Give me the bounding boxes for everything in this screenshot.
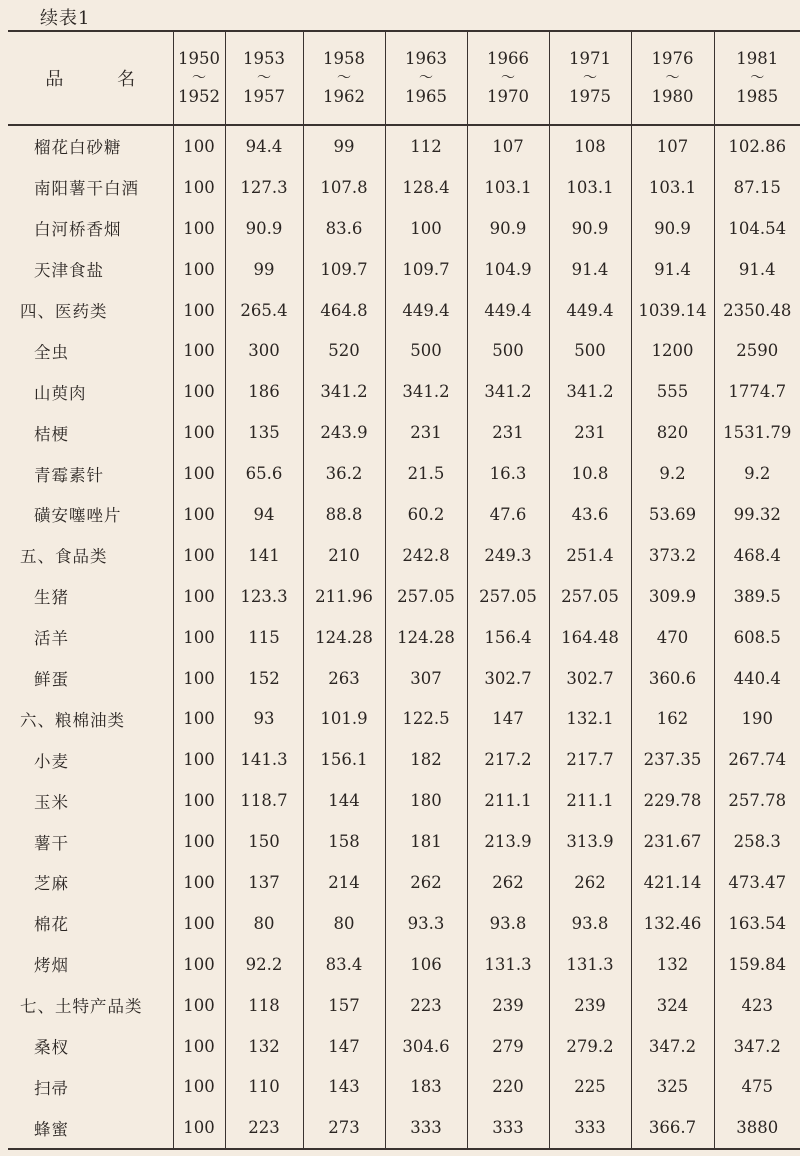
table-row bbox=[8, 944, 800, 985]
index-value: 141.3 bbox=[225, 739, 303, 780]
index-value: 122.5 bbox=[385, 698, 467, 739]
index-value: 421.14 bbox=[631, 862, 714, 903]
index-value: 360.6 bbox=[631, 658, 714, 699]
index-value: 449.4 bbox=[467, 290, 549, 331]
table-row bbox=[8, 862, 800, 903]
index-value: 449.4 bbox=[549, 290, 631, 331]
index-value: 103.1 bbox=[631, 167, 714, 208]
index-value: 132 bbox=[631, 944, 714, 985]
period-start: 1976 bbox=[651, 49, 694, 68]
index-value: 239 bbox=[549, 985, 631, 1026]
index-value: 464.8 bbox=[303, 290, 385, 331]
index-value: 211.96 bbox=[303, 576, 385, 617]
index-value: 144 bbox=[303, 780, 385, 821]
period-start: 1966 bbox=[487, 49, 529, 68]
period-sep: ～ bbox=[192, 70, 206, 86]
index-value: 279 bbox=[467, 1026, 549, 1067]
index-value: 237.35 bbox=[631, 739, 714, 780]
index-value: 273 bbox=[303, 1107, 385, 1149]
period-start: 1958 bbox=[323, 49, 365, 68]
index-value: 112 bbox=[385, 125, 467, 167]
index-value: 100 bbox=[173, 780, 225, 821]
index-value: 263 bbox=[303, 658, 385, 699]
index-value: 107.8 bbox=[303, 167, 385, 208]
item-name: 桑杈 bbox=[8, 1026, 173, 1067]
index-value: 104.54 bbox=[728, 218, 787, 238]
table-row bbox=[8, 167, 800, 208]
index-value: 182 bbox=[385, 739, 467, 780]
period-end: 1980 bbox=[651, 87, 694, 106]
index-value: 104.9 bbox=[467, 249, 549, 290]
index-value: 99.32 bbox=[733, 504, 781, 524]
index-value: 147 bbox=[467, 698, 549, 739]
index-value: 94.4 bbox=[225, 125, 303, 167]
index-value: 93.8 bbox=[467, 903, 549, 944]
index-value: 1039.14 bbox=[631, 290, 714, 331]
name-header-label: 品 名 bbox=[45, 69, 160, 90]
index-value: 251.4 bbox=[549, 535, 631, 576]
item-name: 鲜蛋 bbox=[8, 658, 173, 699]
index-value: 107 bbox=[467, 125, 549, 167]
index-value: 333 bbox=[385, 1107, 467, 1149]
index-value: 83.4 bbox=[303, 944, 385, 985]
index-value: 100 bbox=[173, 330, 225, 371]
index-value: 90.9 bbox=[467, 208, 549, 249]
index-value: 156.4 bbox=[467, 617, 549, 658]
index-value: 137 bbox=[225, 862, 303, 903]
index-value: 80 bbox=[225, 903, 303, 944]
index-value: 223 bbox=[385, 985, 467, 1026]
table-caption: 续表1 bbox=[40, 8, 91, 29]
index-value: 181 bbox=[385, 821, 467, 862]
table-row bbox=[8, 494, 800, 535]
item-name: 棉花 bbox=[8, 903, 173, 944]
index-value: 242.8 bbox=[385, 535, 467, 576]
period-sep: ～ bbox=[337, 70, 351, 86]
index-value: 60.2 bbox=[385, 494, 467, 535]
index-value: 100 bbox=[173, 453, 225, 494]
index-value: 9.2 bbox=[631, 453, 714, 494]
index-value: 440.4 bbox=[733, 668, 781, 688]
index-value: 213.9 bbox=[467, 821, 549, 862]
index-value: 99 bbox=[225, 249, 303, 290]
index-value: 100 bbox=[173, 412, 225, 453]
index-value: 820 bbox=[631, 412, 714, 453]
index-value: 159.84 bbox=[728, 954, 787, 974]
item-name: 烤烟 bbox=[8, 944, 173, 985]
index-value: 106 bbox=[385, 944, 467, 985]
item-name: 天津食盐 bbox=[8, 249, 173, 290]
index-value: 124.28 bbox=[385, 617, 467, 658]
index-value: 100 bbox=[173, 576, 225, 617]
index-value: 100 bbox=[173, 1026, 225, 1067]
index-value: 223 bbox=[225, 1107, 303, 1149]
category-row bbox=[8, 535, 800, 576]
index-value: 21.5 bbox=[385, 453, 467, 494]
index-value: 43.6 bbox=[549, 494, 631, 535]
index-value: 333 bbox=[467, 1107, 549, 1149]
index-value: 231.67 bbox=[631, 821, 714, 862]
index-value: 249.3 bbox=[467, 535, 549, 576]
index-value: 3880 bbox=[714, 1107, 800, 1149]
index-value: 132 bbox=[225, 1026, 303, 1067]
index-value: 220 bbox=[467, 1066, 549, 1107]
period-end: 1975 bbox=[569, 87, 611, 106]
index-value: 91.4 bbox=[549, 249, 631, 290]
index-value: 124.28 bbox=[303, 617, 385, 658]
index-value: 333 bbox=[549, 1107, 631, 1149]
index-value: 90.9 bbox=[549, 208, 631, 249]
table-row bbox=[8, 330, 800, 371]
item-name: 青霉素针 bbox=[8, 453, 173, 494]
index-value: 132.1 bbox=[549, 698, 631, 739]
index-value: 118.7 bbox=[225, 780, 303, 821]
index-value: 100 bbox=[173, 617, 225, 658]
item-name: 七、土特产品类 bbox=[8, 985, 173, 1026]
index-value: 103.1 bbox=[549, 167, 631, 208]
index-value: 500 bbox=[385, 330, 467, 371]
table-row bbox=[8, 658, 800, 699]
index-value: 302.7 bbox=[467, 658, 549, 699]
item-name: 四、医药类 bbox=[8, 290, 173, 331]
index-value: 520 bbox=[303, 330, 385, 371]
index-value: 1531.79 bbox=[723, 423, 792, 443]
index-value: 123.3 bbox=[225, 576, 303, 617]
index-value: 100 bbox=[173, 658, 225, 699]
index-value: 500 bbox=[467, 330, 549, 371]
column-header-name bbox=[8, 31, 173, 125]
index-value: 135 bbox=[225, 412, 303, 453]
index-value: 225 bbox=[549, 1066, 631, 1107]
table-row bbox=[8, 412, 800, 453]
item-name: 桔梗 bbox=[8, 412, 173, 453]
index-value: 100 bbox=[173, 985, 225, 1026]
period-end: 1965 bbox=[405, 87, 447, 106]
index-value: 608.5 bbox=[733, 627, 781, 647]
index-value: 1774.7 bbox=[728, 382, 787, 402]
index-value: 239 bbox=[467, 985, 549, 1026]
index-value: 231 bbox=[385, 412, 467, 453]
column-header-period bbox=[225, 31, 303, 125]
period-end: 1970 bbox=[487, 87, 529, 106]
index-value: 100 bbox=[173, 371, 225, 412]
index-value: 475 bbox=[741, 1077, 773, 1097]
index-value: 128.4 bbox=[385, 167, 467, 208]
column-header-period bbox=[631, 31, 714, 125]
index-value: 231 bbox=[467, 412, 549, 453]
index-value: 100 bbox=[173, 1107, 225, 1149]
index-value: 217.7 bbox=[549, 739, 631, 780]
period-sep: ～ bbox=[750, 70, 765, 86]
index-value: 473.47 bbox=[728, 872, 787, 892]
index-value: 109.7 bbox=[385, 249, 467, 290]
index-value: 92.2 bbox=[225, 944, 303, 985]
index-value: 500 bbox=[549, 330, 631, 371]
index-value: 186 bbox=[225, 371, 303, 412]
index-value: 100 bbox=[173, 535, 225, 576]
table-row bbox=[8, 739, 800, 780]
index-value: 16.3 bbox=[467, 453, 549, 494]
period-end: 1957 bbox=[243, 87, 285, 106]
period-sep: ～ bbox=[665, 70, 680, 86]
column-header-period bbox=[303, 31, 385, 125]
index-value: 93.3 bbox=[385, 903, 467, 944]
period-start: 1963 bbox=[405, 49, 447, 68]
index-value: 2590 bbox=[736, 341, 779, 361]
index-value: 341.2 bbox=[549, 371, 631, 412]
index-value: 110 bbox=[225, 1066, 303, 1107]
item-name: 磺安噻唑片 bbox=[8, 494, 173, 535]
index-value: 347.2 bbox=[733, 1036, 781, 1056]
index-value: 313.9 bbox=[549, 821, 631, 862]
item-name: 南阳薯干白酒 bbox=[8, 167, 173, 208]
index-value: 180 bbox=[385, 780, 467, 821]
index-value: 211.1 bbox=[467, 780, 549, 821]
index-value: 100 bbox=[173, 698, 225, 739]
category-row bbox=[8, 698, 800, 739]
index-value: 100 bbox=[173, 903, 225, 944]
index-value: 156.1 bbox=[303, 739, 385, 780]
index-value: 143 bbox=[303, 1066, 385, 1107]
index-value: 118 bbox=[225, 985, 303, 1026]
index-value: 108 bbox=[549, 125, 631, 167]
index-value: 152 bbox=[225, 658, 303, 699]
item-name: 扫帚 bbox=[8, 1066, 173, 1107]
index-value: 389.5 bbox=[733, 586, 781, 606]
index-value: 214 bbox=[303, 862, 385, 903]
index-value: 341.2 bbox=[385, 371, 467, 412]
index-value: 100 bbox=[173, 821, 225, 862]
table-row bbox=[8, 1066, 800, 1107]
index-value: 88.8 bbox=[303, 494, 385, 535]
index-value: 470 bbox=[631, 617, 714, 658]
index-value: 2350.48 bbox=[723, 300, 792, 320]
table-row bbox=[8, 249, 800, 290]
index-value: 1200 bbox=[631, 330, 714, 371]
index-value: 341.2 bbox=[303, 371, 385, 412]
item-name: 芝麻 bbox=[8, 862, 173, 903]
index-value: 100 bbox=[173, 290, 225, 331]
index-value: 243.9 bbox=[303, 412, 385, 453]
item-name: 玉米 bbox=[8, 780, 173, 821]
index-value: 100 bbox=[173, 167, 225, 208]
index-value: 100 bbox=[173, 494, 225, 535]
item-name: 全虫 bbox=[8, 330, 173, 371]
index-value: 91.4 bbox=[631, 249, 714, 290]
table-row bbox=[8, 208, 800, 249]
column-header-period bbox=[549, 31, 631, 125]
index-value: 150 bbox=[225, 821, 303, 862]
item-name: 六、粮棉油类 bbox=[8, 698, 173, 739]
index-value: 555 bbox=[631, 371, 714, 412]
item-name: 白河桥香烟 bbox=[8, 208, 173, 249]
period-sep: ～ bbox=[583, 70, 597, 86]
item-name: 山萸肉 bbox=[8, 371, 173, 412]
table-row bbox=[8, 617, 800, 658]
index-value: 100 bbox=[173, 739, 225, 780]
table-row bbox=[8, 453, 800, 494]
period-end: 1952 bbox=[178, 87, 220, 106]
table-row bbox=[8, 1107, 800, 1149]
index-value: 47.6 bbox=[467, 494, 549, 535]
index-value: 163.54 bbox=[728, 913, 787, 933]
table-row bbox=[8, 371, 800, 412]
index-value: 265.4 bbox=[225, 290, 303, 331]
index-value: 100 bbox=[173, 944, 225, 985]
item-name: 薯干 bbox=[8, 821, 173, 862]
index-value: 90.9 bbox=[225, 208, 303, 249]
index-value: 229.78 bbox=[631, 780, 714, 821]
table-row bbox=[8, 821, 800, 862]
index-value: 107 bbox=[631, 125, 714, 167]
index-value: 366.7 bbox=[631, 1107, 714, 1149]
index-value: 131.3 bbox=[467, 944, 549, 985]
index-value: 164.48 bbox=[549, 617, 631, 658]
index-value: 162 bbox=[631, 698, 714, 739]
index-value: 93.8 bbox=[549, 903, 631, 944]
index-value: 36.2 bbox=[303, 453, 385, 494]
index-value: 257.78 bbox=[728, 791, 787, 811]
index-value: 257.05 bbox=[549, 576, 631, 617]
index-value: 102.86 bbox=[728, 136, 787, 156]
table-row bbox=[8, 1026, 800, 1067]
index-value: 267.74 bbox=[728, 750, 787, 770]
index-value: 373.2 bbox=[631, 535, 714, 576]
index-value: 257.05 bbox=[467, 576, 549, 617]
table-body bbox=[8, 125, 800, 1149]
period-sep: ～ bbox=[257, 70, 271, 86]
index-value: 279.2 bbox=[549, 1026, 631, 1067]
index-value: 147 bbox=[303, 1026, 385, 1067]
table-row bbox=[8, 576, 800, 617]
index-value: 109.7 bbox=[303, 249, 385, 290]
index-value: 158 bbox=[303, 821, 385, 862]
item-name: 五、食品类 bbox=[8, 535, 173, 576]
index-value: 103.1 bbox=[467, 167, 549, 208]
index-value: 304.6 bbox=[385, 1026, 467, 1067]
period-end: 1962 bbox=[323, 87, 365, 106]
index-value: 100 bbox=[173, 249, 225, 290]
column-header-period bbox=[714, 31, 800, 125]
index-value: 127.3 bbox=[225, 167, 303, 208]
index-value: 100 bbox=[385, 208, 467, 249]
index-value: 99 bbox=[303, 125, 385, 167]
index-value: 210 bbox=[303, 535, 385, 576]
table-row bbox=[8, 903, 800, 944]
item-name: 生猪 bbox=[8, 576, 173, 617]
index-value: 341.2 bbox=[467, 371, 549, 412]
index-value: 302.7 bbox=[549, 658, 631, 699]
item-name: 榴花白砂糖 bbox=[8, 125, 173, 167]
index-value: 262 bbox=[385, 862, 467, 903]
index-value: 87.15 bbox=[733, 177, 781, 197]
table-row bbox=[8, 125, 800, 167]
index-value: 231 bbox=[549, 412, 631, 453]
period-end: 1985 bbox=[736, 87, 779, 106]
index-value: 423 bbox=[741, 995, 773, 1015]
period-start: 1981 bbox=[736, 49, 779, 68]
index-value: 91.4 bbox=[738, 259, 776, 279]
column-header-period bbox=[385, 31, 467, 125]
column-header-period bbox=[467, 31, 549, 125]
index-value: 90.9 bbox=[631, 208, 714, 249]
index-value: 262 bbox=[467, 862, 549, 903]
index-value: 101.9 bbox=[303, 698, 385, 739]
index-value: 10.8 bbox=[549, 453, 631, 494]
period-sep: ～ bbox=[501, 70, 515, 86]
index-value: 347.2 bbox=[631, 1026, 714, 1067]
index-value: 307 bbox=[385, 658, 467, 699]
index-value: 257.05 bbox=[385, 576, 467, 617]
index-value: 325 bbox=[631, 1066, 714, 1107]
category-row bbox=[8, 985, 800, 1026]
index-value: 468.4 bbox=[733, 545, 781, 565]
index-value: 100 bbox=[173, 862, 225, 903]
index-value: 80 bbox=[303, 903, 385, 944]
index-value: 94 bbox=[225, 494, 303, 535]
table-header bbox=[8, 31, 800, 125]
period-start: 1971 bbox=[569, 49, 611, 68]
column-header-period bbox=[173, 31, 225, 125]
index-value: 132.46 bbox=[631, 903, 714, 944]
category-row bbox=[8, 290, 800, 331]
index-value: 100 bbox=[173, 208, 225, 249]
index-value: 449.4 bbox=[385, 290, 467, 331]
item-name: 活羊 bbox=[8, 617, 173, 658]
index-value: 183 bbox=[385, 1066, 467, 1107]
index-value: 131.3 bbox=[549, 944, 631, 985]
index-value: 262 bbox=[549, 862, 631, 903]
index-value: 65.6 bbox=[225, 453, 303, 494]
index-value: 309.9 bbox=[631, 576, 714, 617]
period-start: 1950 bbox=[178, 49, 220, 68]
index-value: 83.6 bbox=[303, 208, 385, 249]
index-value: 53.69 bbox=[631, 494, 714, 535]
item-name: 小麦 bbox=[8, 739, 173, 780]
index-value: 115 bbox=[225, 617, 303, 658]
period-start: 1953 bbox=[243, 49, 285, 68]
index-value: 157 bbox=[303, 985, 385, 1026]
index-value: 190 bbox=[741, 709, 773, 729]
period-sep: ～ bbox=[419, 70, 433, 86]
index-value: 100 bbox=[173, 125, 225, 167]
index-value: 258.3 bbox=[733, 832, 781, 852]
index-value: 324 bbox=[631, 985, 714, 1026]
index-value: 100 bbox=[173, 1066, 225, 1107]
index-value: 9.2 bbox=[744, 464, 771, 484]
price-index-table bbox=[8, 30, 800, 1150]
index-value: 93 bbox=[225, 698, 303, 739]
index-value: 217.2 bbox=[467, 739, 549, 780]
index-value: 211.1 bbox=[549, 780, 631, 821]
table-row bbox=[8, 780, 800, 821]
index-value: 300 bbox=[225, 330, 303, 371]
item-name: 蜂蜜 bbox=[8, 1107, 173, 1149]
index-value: 141 bbox=[225, 535, 303, 576]
